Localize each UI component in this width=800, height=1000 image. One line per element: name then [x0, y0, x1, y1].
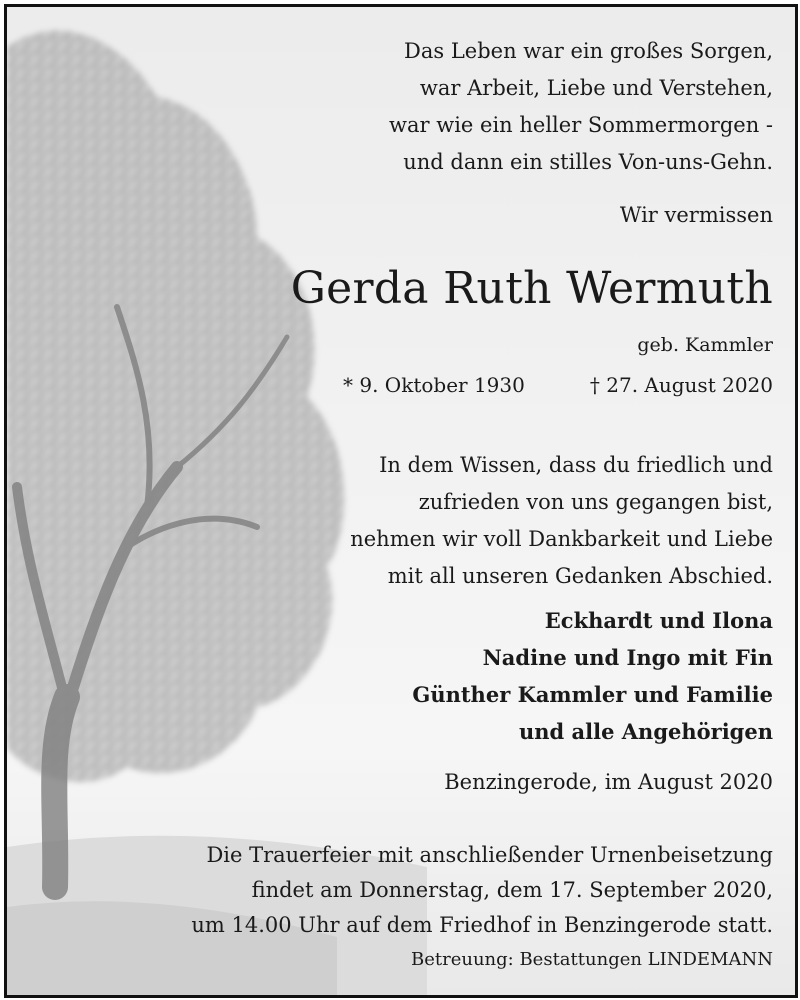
poem-line: war wie ein heller Sommermorgen - [389, 113, 773, 137]
poem [389, 33, 773, 181]
farewell-message [350, 447, 773, 595]
poem-line: und dann ein stilles Von-uns-Gehn. [403, 150, 773, 174]
mourner: Günther Kammler und Familie [412, 682, 773, 707]
maiden-name: geb. Kammler [637, 334, 773, 356]
mourner: und alle Angehörigen [519, 719, 773, 744]
message-line: zufrieden von uns gegangen bist, [418, 490, 773, 514]
funeral-line: Die Trauerfeier mit anschließender Urnenbeisetzung [206, 843, 773, 867]
poem-line: war Arbeit, Liebe und Verstehen, [419, 76, 773, 100]
message-line: In dem Wissen, dass du friedlich und [379, 453, 773, 477]
mourners-list [412, 602, 773, 750]
funeral-line: findet am Donnerstag, dem 17. September 2020, [251, 878, 773, 902]
message-line: nehmen wir voll Dankbarkeit und Liebe [350, 527, 773, 551]
deceased-name: Gerda Ruth Wermuth [290, 263, 773, 314]
obituary-notice [4, 4, 798, 998]
undertaker: Betreuung: Bestattungen LINDEMANN [411, 949, 773, 970]
mourner: Eckhardt und Ilona [544, 608, 773, 633]
birth-date: * 9. Oktober 1930 [343, 373, 525, 397]
mourner: Nadine und Ingo mit Fin [482, 645, 773, 670]
intro-text: Wir vermissen [619, 203, 773, 227]
funeral-line: um 14.00 Uhr auf dem Friedhof in Benzingerode statt. [191, 913, 773, 937]
funeral-info [73, 838, 773, 943]
poem-line: Das Leben war ein großes Sorgen, [404, 39, 773, 63]
message-line: mit all unseren Gedanken Abschied. [387, 564, 773, 588]
death-date: † 27. August 2020 [589, 373, 773, 397]
place-date: Benzingerode, im August 2020 [444, 770, 773, 794]
